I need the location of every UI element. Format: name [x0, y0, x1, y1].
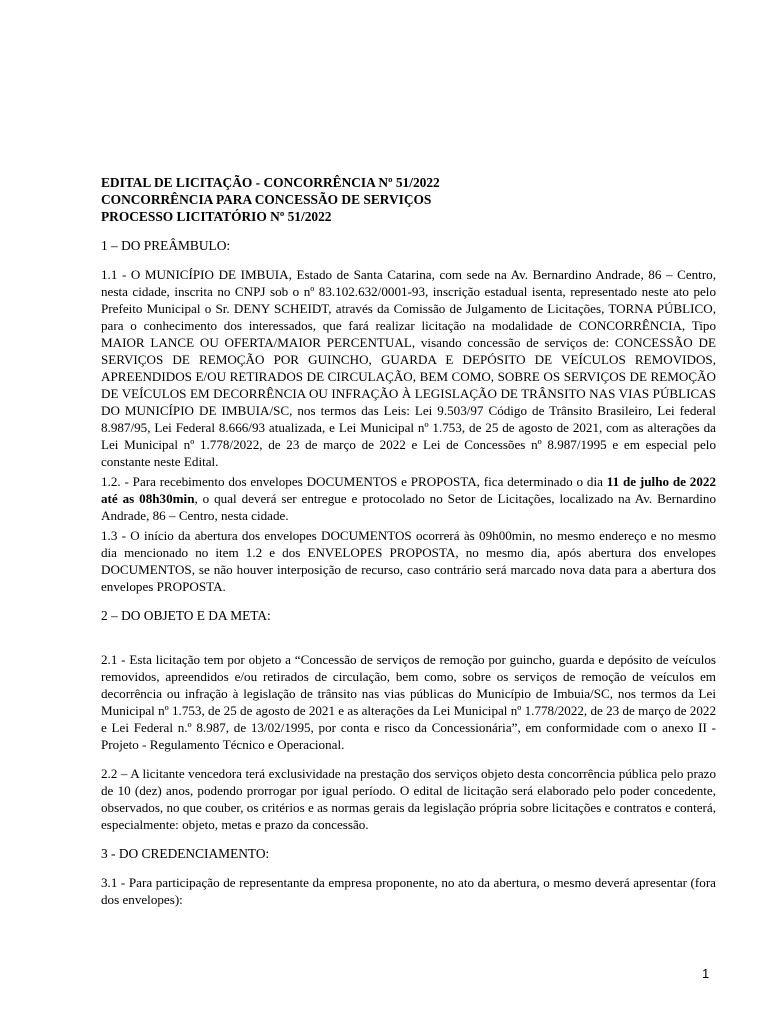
paragraph-2-1: 2.1 - Esta licitação tem por objeto a “Concessão de serviços de remoção por guincho, guarda e depósito de veículos removidos, apreendidos e/ou retirados de circulação, bem como, sobre os serviços de remoção de veículos em decorrência ou infração à legislação de trânsito nas vias públicas do Município de Imbuia/SC, nos termos da Lei Municipal nº 1.753, de 25 de agosto de 2021 e as alterações da Lei Municipal nº 1.778/2022, de 23 de março de 2022 e Lei Federal n.º 8.987, de 13/02/1995, por conta e risco da Concessionária”, em conformidade com o anexo II - Projeto - Regulamento Técnico e Operacional.: [101, 652, 716, 752]
paragraph-3-1: 3.1 - Para participação de representante da empresa proponente, no ato da abertura, o mesmo deverá apresentar (fora dos envelopes):: [101, 875, 716, 907]
paragraph-1-2-deadline: 11 de julho de 2022 até as 08h30min: [101, 474, 716, 506]
document-title: [101, 174, 716, 225]
paragraph-1-3: 1.3 - O início da abertura dos envelopes DOCUMENTOS ocorrerá às 09h00min, no mesmo endereço e no mesmo dia mencionado no item 1.2 e dos ENVELOPES PROPOSTA, no mesmo dia, após abertura dos envelopes DOCUMENTOS, se não houver interposição de recurso, caso contrário será marcado nova data para a abertura dos envelopes PROPOSTA.: [101, 528, 716, 594]
section-1-heading: 1 – DO PREÂMBULO:: [101, 238, 231, 253]
paragraph-2-2: 2.2 – A licitante vencedora terá exclusividade na prestação dos serviços objeto desta concorrência pública pelo prazo de 10 (dez) anos, podendo prorrogar por igual período. O edital de licitação será elaborado pelo poder concedente, observados, no que couber, os critérios e as normas gerais da legislação própria sobre licitações e contratos e conterá, especialmente: objeto, metas e prazo da concessão.: [101, 766, 716, 832]
title-line-3: PROCESSO LICITATÓRIO Nº 51/2022: [101, 209, 332, 224]
page-number: 1: [702, 966, 710, 981]
paragraph-1-1: 1.1 - O MUNICÍPIO DE IMBUIA, Estado de Santa Catarina, com sede na Av. Bernardino Andrade, 86 – Centro, nesta cidade, inscrita no CNPJ sob o nº 83.102.632/0001-93, inscrição estadual isenta, representado neste ato pelo Prefeito Municipal o Sr. DENY SCHEIDT, através da Comissão de Julgamento de Licitações, TORNA PÚBLICO, para o conhecimento dos interessados, que fará realizar licitação na modalidade de CONCORRÊNCIA, Tipo MAIOR LANCE OU OFERTA/MAIOR PERCENTUAL, visando concessão de serviços de: CONCESSÃO DE SERVIÇOS DE REMOÇÃO POR GUINCHO, GUARDA E DEPÓSITO DE VEÍCULOS REMOVIDOS, APREENDIDOS E/OU RETIRADOS DE CIRCULAÇÃO, BEM COMO, SOBRE OS SERVIÇOS DE REMOÇÃO DE VEÍCULOS EM DECORRÊNCIA OU INFRAÇÃO À LEGISLAÇÃO DE TRÂNSITO NAS VIAS PÚBLICAS DO MUNICÍPIO DE IMBUIA/SC, nos termos das Leis: Lei 9.503/97 Código de Trânsito Brasileiro, Lei federal 8.987/95, Lei Federal 8.666/93 atualizada, e Lei Municipal nº 1.753, de 25 de agosto de 2021, com as alterações da Lei Municipal nº 1.778/2022, de 23 de março de 2022 e Lei de Concessões nº 8.987/1995 e em especial pelo constante neste Edital.: [101, 267, 716, 469]
document-page: [101, 174, 716, 908]
title-line-2: CONCORRÊNCIA PARA CONCESSÃO DE SERVIÇOS: [101, 192, 432, 207]
paragraph-1-2-text: 1.2. - Para recebimento dos envelopes DOCUMENTOS e PROPOSTA, fica determinado o dia: [101, 474, 607, 489]
title-line-1: EDITAL DE LICITAÇÃO - CONCORRÊNCIA Nº 51/2022: [101, 175, 440, 190]
paragraph-1-2-text-end: , o qual deverá ser entregue e protocolado no Setor de Licitações, localizado na Av. Bernardino Andrade, 86 – Centro, nesta cidade.: [101, 491, 716, 523]
paragraph-1-2: [101, 473, 716, 524]
section-2-heading: 2 – DO OBJETO E DA META:: [101, 608, 271, 623]
section-3-heading: 3 - DO CREDENCIAMENTO:: [101, 846, 270, 861]
